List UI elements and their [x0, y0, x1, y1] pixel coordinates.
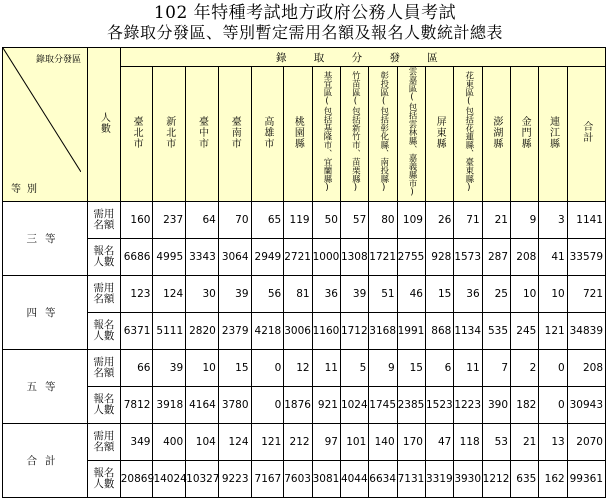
needed-quota-label: 需用 名額 [88, 201, 121, 238]
region-header-label: 雲嘉區(包括雲林縣、嘉義縣市) [407, 67, 418, 198]
data-cell: 4044 [340, 460, 368, 497]
data-cell: 1308 [340, 238, 368, 275]
data-cell: 51 [369, 275, 397, 312]
data-cell: 57 [340, 201, 368, 238]
data-cell: 208 [511, 238, 539, 275]
applicants-label: 報名 人數 [88, 460, 121, 497]
table-row [3, 201, 606, 238]
data-cell: 71 [454, 201, 482, 238]
region-header-cell [539, 67, 567, 202]
data-cell: 1000 [312, 238, 340, 275]
region-header-cell [153, 67, 186, 202]
data-cell: 2949 [251, 238, 284, 275]
data-cell: 10 [186, 349, 219, 386]
data-cell: 237 [153, 201, 186, 238]
data-cell: 6371 [120, 312, 153, 349]
data-cell: 12 [284, 349, 312, 386]
data-cell: 928 [425, 238, 453, 275]
applicants-label: 報名 人數 [88, 238, 121, 275]
data-cell: 39 [153, 349, 186, 386]
region-header-cell [454, 67, 482, 202]
region-header-label: 屏東縣 [434, 115, 446, 149]
data-cell: 1876 [284, 386, 312, 423]
data-cell: 121 [251, 423, 284, 460]
data-cell: 15 [397, 349, 425, 386]
data-cell: 11 [454, 349, 482, 386]
data-cell: 4995 [153, 238, 186, 275]
data-cell: 1141 [567, 201, 605, 238]
region-header-label: 連江縣 [547, 115, 559, 149]
data-cell: 1160 [312, 312, 340, 349]
needed-quota-label: 需用 名額 [88, 423, 121, 460]
data-cell: 0 [539, 349, 567, 386]
data-cell: 0 [251, 349, 284, 386]
data-cell: 7812 [120, 386, 153, 423]
region-header-cell [120, 67, 153, 202]
data-cell: 2 [511, 349, 539, 386]
data-cell: 46 [397, 275, 425, 312]
region-header-cell [567, 67, 605, 202]
data-cell: 101 [340, 423, 368, 460]
table-row [3, 349, 606, 386]
data-cell: 9 [511, 201, 539, 238]
data-cell: 99361 [567, 460, 605, 497]
data-cell: 2755 [397, 238, 425, 275]
data-cell: 1523 [425, 386, 453, 423]
data-cell: 3006 [284, 312, 312, 349]
region-header-cell [186, 67, 219, 202]
data-cell: 11 [312, 349, 340, 386]
region-header-label: 臺北市 [131, 115, 143, 149]
data-cell: 4218 [251, 312, 284, 349]
needed-quota-label: 需用 名額 [88, 275, 121, 312]
data-cell: 349 [120, 423, 153, 460]
data-cell: 287 [482, 238, 510, 275]
data-cell: 3064 [218, 238, 251, 275]
data-cell: 162 [539, 460, 567, 497]
data-cell: 124 [153, 275, 186, 312]
data-cell: 1745 [369, 386, 397, 423]
data-cell: 3780 [218, 386, 251, 423]
data-cell: 39 [218, 275, 251, 312]
region-header-label: 桃園縣 [292, 115, 304, 149]
data-cell: 53 [482, 423, 510, 460]
data-cell: 6686 [120, 238, 153, 275]
data-cell: 3930 [454, 460, 482, 497]
data-cell: 5 [340, 349, 368, 386]
region-header-cell [397, 67, 425, 202]
region-header-cell [425, 67, 453, 202]
region-header-cell [218, 67, 251, 202]
data-cell: 535 [482, 312, 510, 349]
data-cell: 30943 [567, 386, 605, 423]
table-row [3, 460, 606, 497]
data-cell: 400 [153, 423, 186, 460]
region-header-cell [482, 67, 510, 202]
data-cell: 390 [482, 386, 510, 423]
data-cell: 182 [511, 386, 539, 423]
data-cell: 2385 [397, 386, 425, 423]
data-cell: 2070 [567, 423, 605, 460]
data-cell: 3343 [186, 238, 219, 275]
data-cell: 15 [218, 349, 251, 386]
data-cell: 124 [218, 423, 251, 460]
table-row [3, 275, 606, 312]
data-cell: 3 [539, 201, 567, 238]
data-cell: 21 [511, 423, 539, 460]
data-cell: 721 [567, 275, 605, 312]
region-header-label: 彰投區(包括彰化縣、南投縣) [378, 71, 389, 194]
region-header-label: 高雄市 [261, 115, 273, 149]
region-header-label: 臺南市 [229, 115, 241, 149]
people-column-label: 人數 [98, 111, 110, 134]
data-cell: 36 [454, 275, 482, 312]
data-cell: 1134 [454, 312, 482, 349]
data-cell: 10327 [186, 460, 219, 497]
data-cell: 2379 [218, 312, 251, 349]
table-row [3, 312, 606, 349]
data-cell: 921 [312, 386, 340, 423]
data-cell: 160 [120, 201, 153, 238]
region-header-cell [312, 67, 340, 202]
data-cell: 868 [425, 312, 453, 349]
statistics-table [2, 47, 606, 498]
region-header-label: 竹苗區(包括新竹市、苗栗縣) [350, 71, 361, 194]
region-header-cell [251, 67, 284, 202]
data-cell: 25 [482, 275, 510, 312]
people-column-header [88, 48, 121, 202]
corner-diagonal [3, 48, 81, 172]
data-cell: 50 [312, 201, 340, 238]
data-cell: 9223 [218, 460, 251, 497]
data-cell: 7167 [251, 460, 284, 497]
data-cell: 170 [397, 423, 425, 460]
region-header-label: 澎湖縣 [490, 115, 502, 149]
data-cell: 121 [539, 312, 567, 349]
data-cell: 47 [425, 423, 453, 460]
applicants-label: 報名 人數 [88, 312, 121, 349]
applicants-label: 報名 人數 [88, 386, 121, 423]
data-cell: 140 [369, 423, 397, 460]
region-header-cell [369, 67, 397, 202]
data-cell: 0 [539, 386, 567, 423]
data-cell: 635 [511, 460, 539, 497]
region-header-label: 花東區(包括花蓮縣、臺東縣) [463, 71, 474, 194]
data-cell: 104 [186, 423, 219, 460]
data-cell: 5111 [153, 312, 186, 349]
title-line-2: 各錄取分發區、等別暫定需用名額及報名人數統計總表 [106, 23, 503, 42]
data-cell: 1573 [454, 238, 482, 275]
grade-label: 三等 [3, 201, 88, 275]
title-line-1: 102 年特種考試地方政府公務人員考試 [153, 3, 457, 23]
data-cell: 3918 [153, 386, 186, 423]
needed-quota-label: 需用 名額 [88, 349, 121, 386]
data-cell: 97 [312, 423, 340, 460]
corner-top-label: 錄取分發區 [36, 55, 82, 65]
data-cell: 56 [251, 275, 284, 312]
data-cell: 6634 [369, 460, 397, 497]
region-header-label: 金門縣 [519, 115, 531, 149]
data-cell: 208 [567, 349, 605, 386]
data-cell: 7 [482, 349, 510, 386]
data-cell: 80 [369, 201, 397, 238]
data-cell: 3168 [369, 312, 397, 349]
data-cell: 2721 [284, 238, 312, 275]
grade-label: 四等 [3, 275, 88, 349]
data-cell: 41 [539, 238, 567, 275]
data-cell: 14024 [153, 460, 186, 497]
region-header-cell [340, 67, 368, 202]
data-cell: 70 [218, 201, 251, 238]
data-cell: 20869 [120, 460, 153, 497]
region-header-cell [284, 67, 312, 202]
corner-bottom-label: 等別 [11, 183, 43, 195]
grade-label: 合計 [3, 423, 88, 497]
data-cell: 118 [454, 423, 482, 460]
data-cell: 34839 [567, 312, 605, 349]
table-row [3, 423, 606, 460]
data-cell: 1721 [369, 238, 397, 275]
data-cell: 15 [425, 275, 453, 312]
table-row [3, 386, 606, 423]
data-cell: 30 [186, 275, 219, 312]
data-cell: 4164 [186, 386, 219, 423]
region-header-label: 合計 [580, 121, 592, 144]
data-cell: 13 [539, 423, 567, 460]
data-cell: 21 [482, 201, 510, 238]
data-cell: 7603 [284, 460, 312, 497]
data-cell: 66 [120, 349, 153, 386]
data-cell: 119 [284, 201, 312, 238]
data-cell: 123 [120, 275, 153, 312]
data-cell: 109 [397, 201, 425, 238]
data-cell: 0 [251, 386, 284, 423]
data-cell: 26 [425, 201, 453, 238]
region-header-cell [511, 67, 539, 202]
grade-label: 五等 [3, 349, 88, 423]
data-cell: 65 [251, 201, 284, 238]
data-cell: 6 [425, 349, 453, 386]
table-row [3, 238, 606, 275]
data-cell: 2820 [186, 312, 219, 349]
data-cell: 36 [312, 275, 340, 312]
data-cell: 81 [284, 275, 312, 312]
data-cell: 1024 [340, 386, 368, 423]
region-header-label: 新北市 [163, 115, 175, 149]
data-cell: 3081 [312, 460, 340, 497]
data-cell: 1212 [482, 460, 510, 497]
data-cell: 10 [539, 275, 567, 312]
data-cell: 7131 [397, 460, 425, 497]
data-cell: 3319 [425, 460, 453, 497]
region-header-label: 基宜區(包括基隆市、宜蘭縣) [322, 71, 333, 194]
data-cell: 33579 [567, 238, 605, 275]
region-header-label: 臺中市 [196, 115, 208, 149]
data-cell: 9 [369, 349, 397, 386]
data-cell: 212 [284, 423, 312, 460]
data-cell: 10 [511, 275, 539, 312]
data-cell: 1991 [397, 312, 425, 349]
data-cell: 245 [511, 312, 539, 349]
corner-header-cell [3, 48, 88, 202]
region-span-header: 錄 取 分 發 區 [120, 48, 605, 67]
data-cell: 39 [340, 275, 368, 312]
data-cell: 1223 [454, 386, 482, 423]
data-cell: 64 [186, 201, 219, 238]
data-cell: 1712 [340, 312, 368, 349]
